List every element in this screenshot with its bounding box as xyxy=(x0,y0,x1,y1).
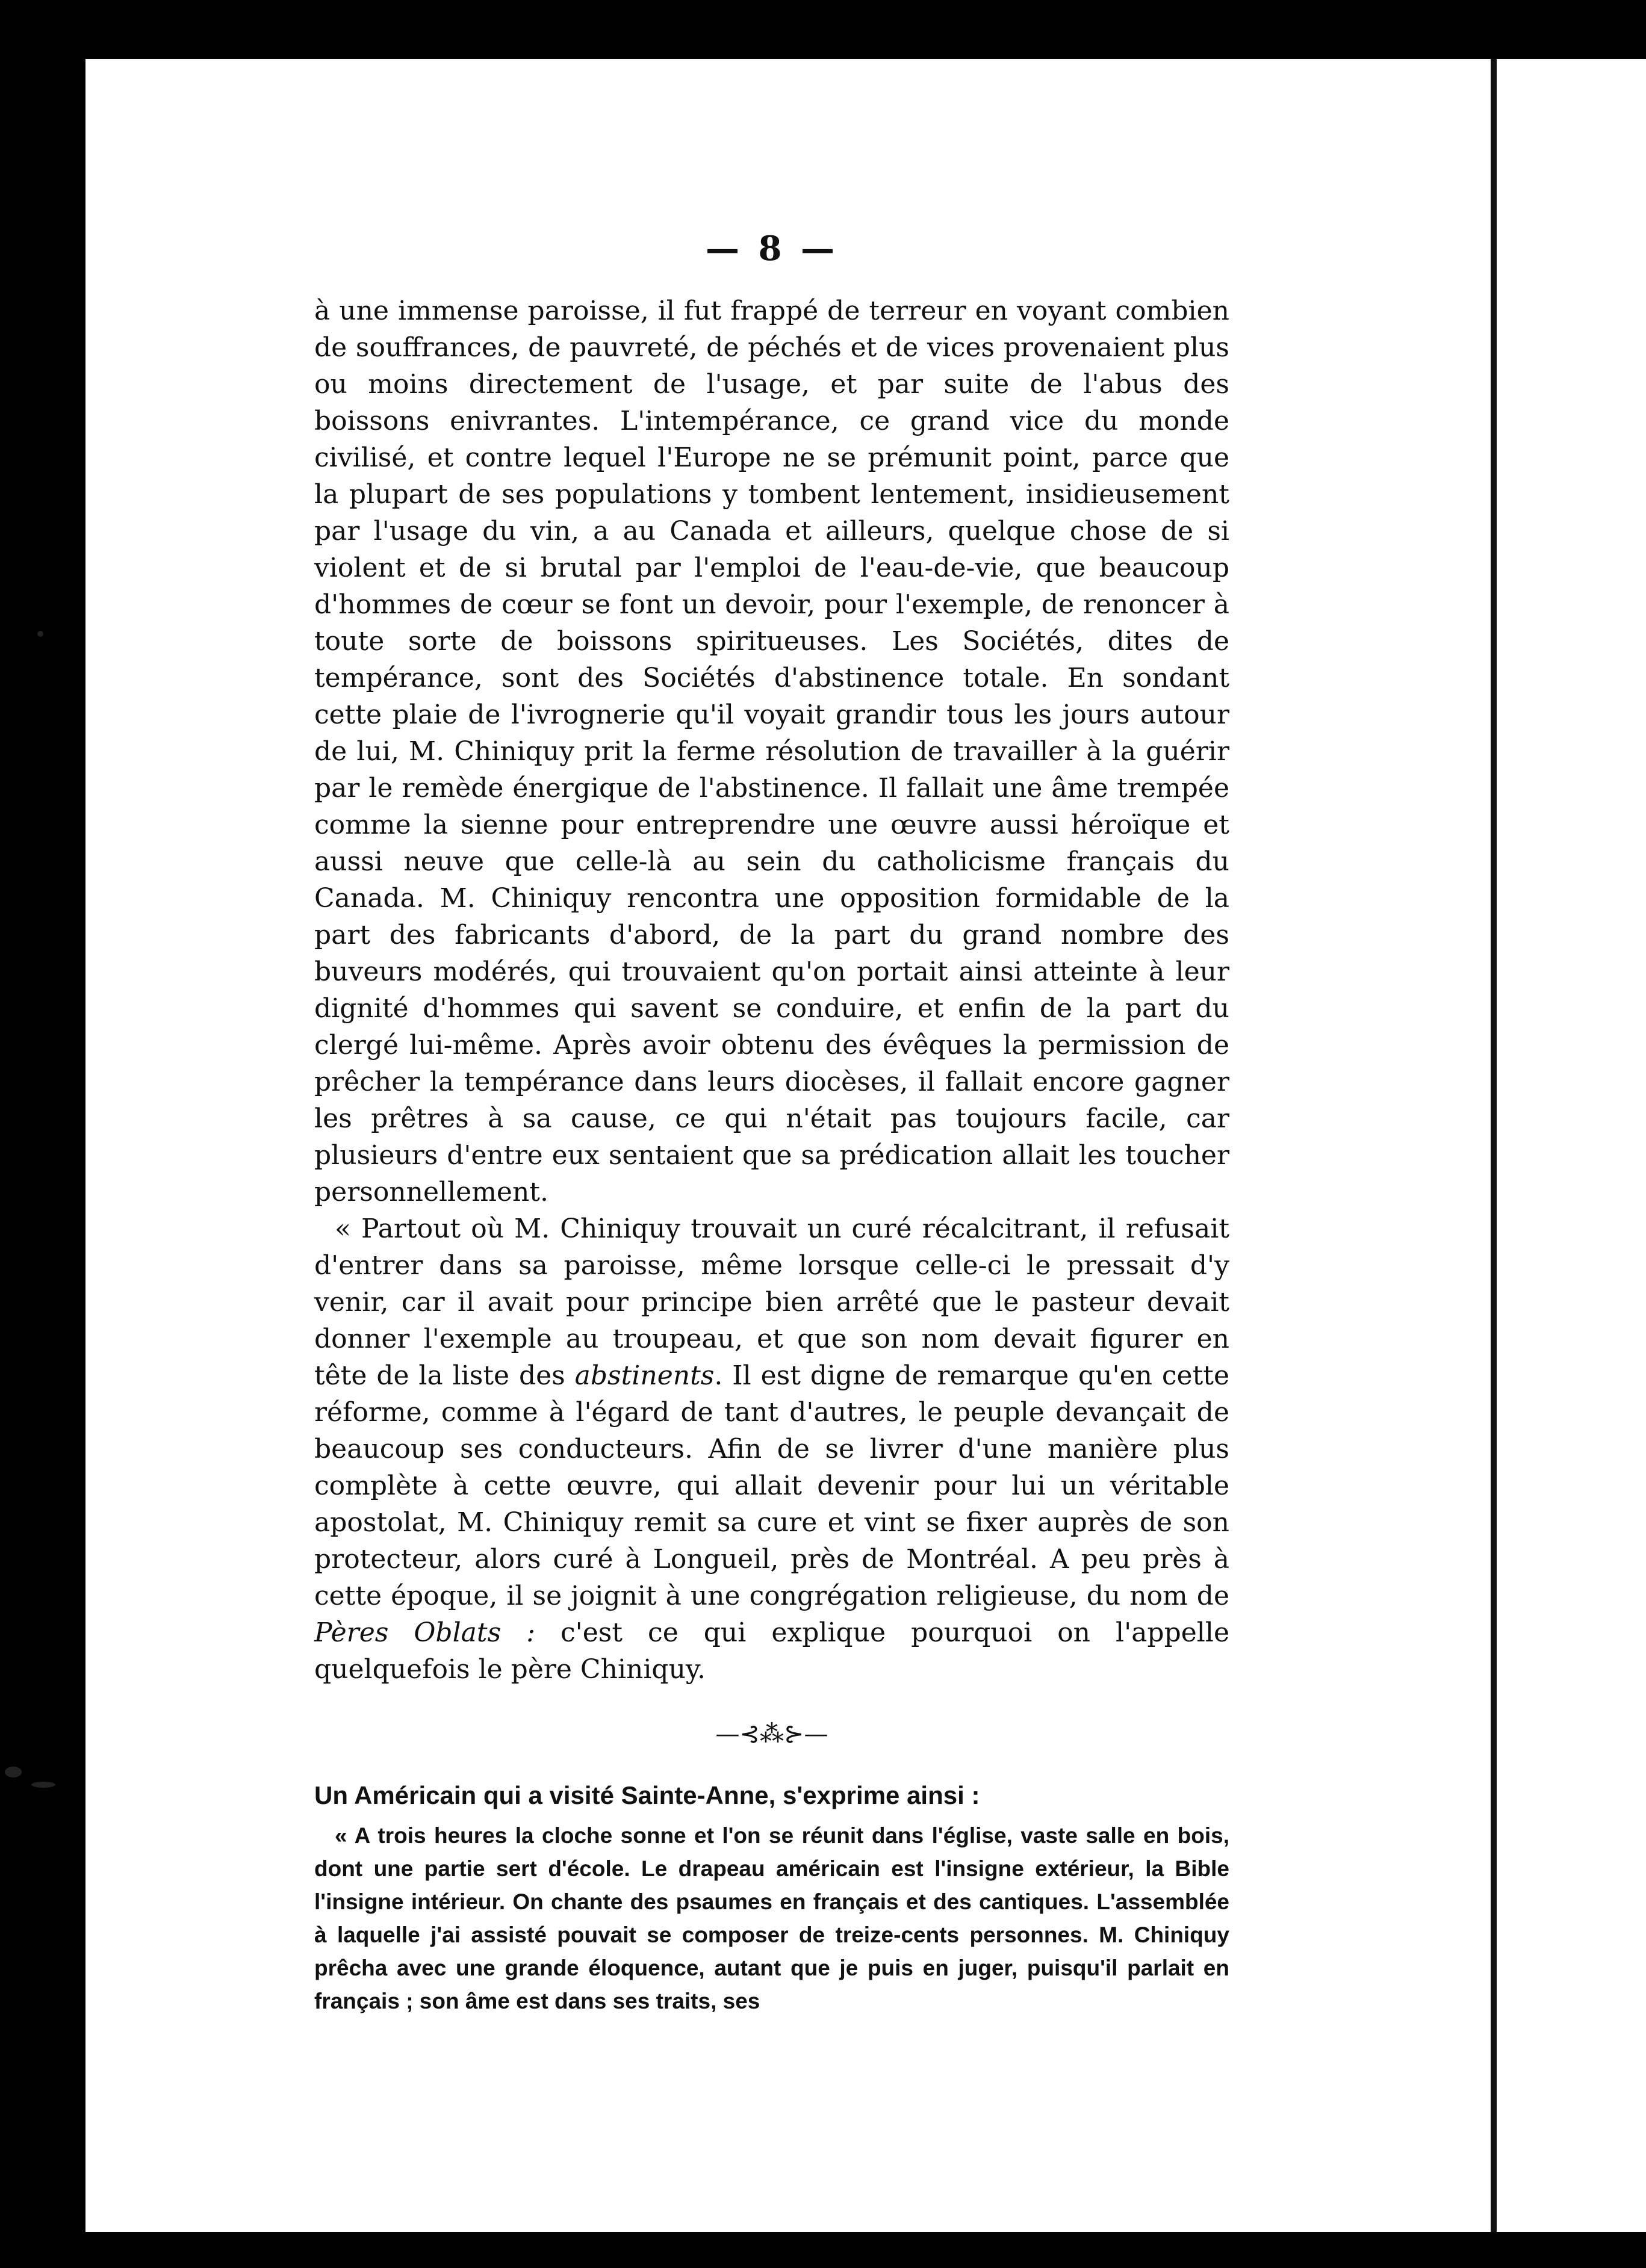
page-number: — 8 — xyxy=(706,229,838,268)
scan-speck xyxy=(5,1767,22,1777)
page-gutter xyxy=(1491,59,1497,2232)
paragraph-2-text-b: . Il est digne de remarque qu'en cette réforme, comme à l'égard de tant d'autres, le peuple devançait de beaucoup ses conducteurs. Afin de se livrer d'une manière plus complète à cette œuvre, qui allait devenir pour lui un véritable apostolat, M. Chiniquy remit sa cure et vint se fixer auprès de son protecteur, alors curé à Longueil, près de Montréal. A peu près à cette époque, il se joignit à une congrégation religieuse, du nom de xyxy=(314,1360,1229,1611)
scan-speck xyxy=(37,631,43,637)
paragraph-2-text-c: c'est ce qui explique pourquoi on l'appelle quelquefois le père Chiniquy. xyxy=(314,1617,1229,1685)
paragraph-1: à une immense paroisse, il fut frappé de terreur en voyant combien de souffrances, de pauvreté, de péchés et de vices provenaient plus ou moins directement de l'usage, et par suite de l'abus des boissons enivrantes. L'intempérance, ce grand vice du monde civilisé, et contre lequel l'Europe ne se prémunit point, parce que la plupart de ses populations y tombent lentement, insidieusement par l'usage du vin, a au Canada et ailleurs, quelque chose de si violent et de si brutal par l'emploi de l'eau-de-vie, que beaucoup d'hommes de cœur se font un devoir, pour l'exemple, de renoncer à toute sorte de boissons spiritueuses. Les Sociétés, dites de tempérance, sont des Sociétés d'abstinence totale. En sondant cette plaie de l'ivrognerie qu'il voyait grandir tous les jours autour de lui, M. Chiniquy prit la ferme résolution de travailler à la guérir par le remède énergique de l'abstinence. Il fallait une âme trempée comme la sienne pour entreprendre une œuvre aussi héroïque et aussi neuve que celle-là au sein du catholicisme français du Canada. M. Chiniquy rencontra une opposition formidable de la part des fabricants d'abord, de la part du grand nombre des buveurs modérés, qui trouvaient qu'on portait ainsi atteinte à leur dignité d'hommes qui savent se conduire, et enfin de la part du clergé lui-même. Après avoir obtenu des évêques la permission de prêcher la tempérance dans leurs diocèses, il fallait encore gagner les prêtres à sa cause, ce qui n'était pas toujours facile, car plusieurs d'entre eux sentaient que sa prédication allait les toucher personnellement. xyxy=(314,296,1229,1207)
italic-abstinents: abstinents xyxy=(574,1360,715,1391)
paragraph-2-text-a: « Partout où M. Chiniquy trouvait un curé récalcitrant, il refusait d'entrer dans sa paroisse, même lorsque celle-ci le pressait d'y venir, car il avait pour principe bien arrêté que le pasteur devait donner l'exemple au troupeau, et que son nom devait figurer en tête de la liste des xyxy=(314,1213,1229,1391)
scan-speck xyxy=(31,1782,55,1788)
italic-peres-oblats: Pères Oblats : xyxy=(314,1617,535,1648)
paragraph-2 xyxy=(314,1210,1229,1688)
facing-page-edge xyxy=(1497,59,1646,2232)
section-ornament: —⊰⁂⊱— xyxy=(715,1720,828,1748)
page-content xyxy=(314,229,1229,2018)
quote-intro: Un Américain qui a visité Sainte-Anne, s'exprime ainsi : xyxy=(314,1781,980,1809)
quoted-passage: « A trois heures la cloche sonne et l'on se réunit dans l'église, vaste salle en bois, dont une partie sert d'école. Le drapeau américain est l'insigne extérieur, la Bible l'insigne intérieur. On chante des psaumes en français et des cantiques. L'assemblée à laquelle j'ai assisté pouvait se composer de treize-cents personnes. M. Chiniquy prêcha avec une grande éloquence, autant que je puis en juger, puisqu'il parlait en français ; son âme est dans ses traits, ses xyxy=(314,1823,1229,2013)
